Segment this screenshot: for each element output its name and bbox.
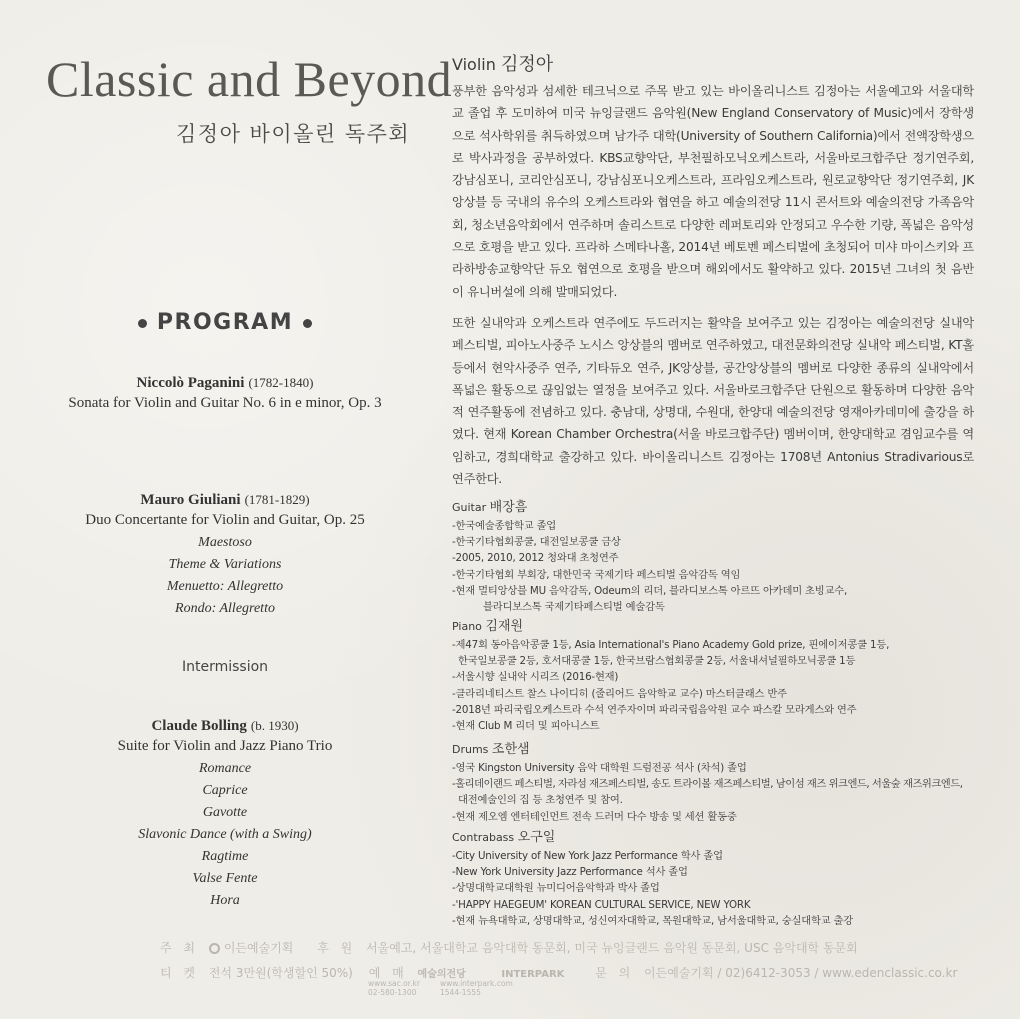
performer-guitar [452,496,997,615]
work-title: Sonata for Violin and Guitar No. 6 in e minor, Op. 3 [68,395,382,411]
work-title: Duo Concertante for Violin and Guitar, Op. 25 [85,512,365,528]
bio-line: -제47회 동아음악콩쿨 1등, Asia International's Piano Academy Gold prize, 핀에이저콩쿨 1등, [452,639,890,651]
performer-role: Guitar [452,501,487,514]
bio-line: -New York University Jazz Performance 석사 졸업 [452,866,688,879]
sac-logo: 예술의전당 [417,969,466,980]
eden-logo-icon [209,943,220,954]
movement: Slavonic Dance (with a Swing) [138,827,312,842]
bullet-icon [303,319,312,328]
concert-subtitle: 김정아 바이올린 독주회 [176,122,411,146]
bio-line: 블라디보스톡 국제기타페스티벌 예술감독 [483,601,665,614]
performer-role: Piano [452,620,482,633]
bio-line: -영국 Kingston University 음악 대학원 드럼전공 석사 (차석) 졸업 [452,762,747,774]
performer-piano [452,615,997,734]
bio-line: -현재 멀티앙상블 MU 음악감독, Odeum의 리더, 블라디보스톡 아르뜨 아카데미 초빙교수, [452,584,848,597]
composer-dates: (1781-1829) [244,492,310,507]
sponsor-list: 서울예고, 서울대학교 음악대학 동문회, 미국 뉴잉글랜드 음악원 동문회, USC 음악대학 동문회 [366,941,858,955]
composer-name: Mauro Giuliani [140,492,241,508]
violin-bio-paragraph-2: 또한 실내악과 오케스트라 연주에도 두드러지는 활약을 보여주고 있는 김정아는 예술의전당 실내악 페스티벌, 피아노사중주 노시스 앙상블의 멤버로 연주하였고, 대전문화의전당 실내악 페스티벌, KT홀 등에서 현악사중주 연주, 기타듀오 연주, JK앙상블, 공간앙상블의 멤버로 다양한 종류의 실내악에서 폭넓은 활동으로 끊임없는 열정을 보여주고 있다. 서울바로크합주단 단원으로 활동하며 다양한 음악적 연주활동에 전념하고 있다. 충남대, 상명대, 수원대, 한양대 예술의전당 영재아카데미에 출강을 하였다. 현재 Korean Chamber Orchestra(서울 바로크합주단) 멤버이며, 한양대학교 겸임교수를 역임하고, 경희대학교 출강하고 있다. 바이올리니스트 김정아는 1708년 Antonius Stradivarious로 연주한다. [452,316,974,487]
performer-drums [452,738,997,825]
movement: Rondo: Allegretto [175,601,275,616]
composer-dates: (1782-1840) [248,375,314,390]
inquiry-label: 문 의 [595,966,635,980]
sac-url[interactable]: www.sac.or.kr [368,979,420,988]
program-piece-paganini [40,374,410,412]
bio-line: -현재 Club M 리더 및 피아니스트 [452,720,600,733]
host-label: 주 최 [160,941,199,955]
movement: Gavotte [202,805,248,820]
bio-line: -현재 뉴욕대학교, 상명대학교, 성신여자대학교, 목원대학교, 남서울대학교, 숭실대학교 출강 [452,914,854,927]
movement: Ragtime [201,849,249,864]
concert-title: Classic and Beyond [46,51,453,107]
bio-line: -City University of New York Jazz Performance 학사 졸업 [452,850,723,862]
performer-name: 김재원 [485,619,524,634]
program-piece-bolling [40,717,410,909]
interpark-phone: 1544-1555 [440,988,481,997]
composer-name: Niccolò Paganini [136,375,245,391]
bio-line: -한국예술종합학교 졸업 [452,520,557,532]
performer-role: Contrabass [452,831,515,844]
sac-phone: 02-580-1300 [368,988,417,997]
bio-line: -클라리네티스트 찰스 나이디히 (줄리어드 음악학교 교수) 마스터클래스 반주 [452,687,787,700]
bio-line: -한국기타협회 부회장, 대한민국 국제기타 페스티벌 음악감독 역임 [452,568,741,581]
violin-heading [452,50,974,76]
movement: Maestoso [198,535,252,550]
intermission: Intermission [181,659,269,675]
program-heading-label: PROGRAM [156,310,294,335]
bio-line: 대전예술인의 집 등 초청연주 및 참여. [458,794,623,807]
performer-name: 배장흠 [489,500,528,515]
footer-host-row [160,939,920,956]
bio-line: -홀리데이랜드 페스티벌, 자라섬 재즈페스티벌, 송도 트라이볼 재즈페스티벌, 남이섬 재즈 위크엔드, 서울숲 재즈위크엔드, [452,778,963,791]
performer-name: 조한샘 [491,742,530,757]
ticket-price: 전석 3만원(학생할인 50%) [208,966,353,980]
movement: Menuetto: Allegretto [166,579,284,594]
sponsor-label: 후 원 [317,941,357,955]
violin-name: 김정아 [500,54,554,75]
inquiry-info: 이든예술기획 / 02)6412-3053 / www.edenclassic.co.kr [644,966,958,980]
bullet-icon [138,319,147,328]
program-heading [120,310,330,335]
composer-dates: (b. 1930) [250,718,299,733]
sac-contact [368,979,420,997]
performer-name: 오구일 [517,830,556,845]
bio-line: -2018년 파리국립오케스트라 수석 연주자이며 파리국립음악원 교수 파스칼 모라게스와 연주 [452,703,857,716]
ticket-label: 티 켓 [160,966,199,980]
violin-role: Violin [452,55,496,74]
program-piece-giuliani [40,491,410,617]
bio-line: -현재 제오엠 엔터테인먼트 전속 드러머 다수 방송 및 세션 활동중 [452,810,737,823]
movement: Theme & Variations [168,557,282,572]
host-name: 이든예술기획 [223,941,294,955]
bio-line: -상명대학교대학원 뉴미디어음악학과 박사 졸업 [452,882,660,895]
movement: Valse Fente [192,871,258,886]
bio-line: -'HAPPY HAEGEUM' KOREAN CULTURAL SERVICE, NEW YORK [452,898,751,911]
interpark-logo: INTERPARK [501,969,565,980]
bio-line: -서울시향 실내악 시리즈 (2016-현재) [452,671,619,684]
composer-name: Claude Bolling [151,718,247,734]
bio-line: -2005, 2010, 2012 청와대 초청연주 [452,552,619,565]
interpark-contact [440,979,513,997]
reserve-label: 예 매 [368,966,408,980]
violin-bio-paragraph-1: 풍부한 음악성과 섬세한 테크닉으로 주목 받고 있는 바이올리니스트 김정아는 서울예고와 서울대학교 졸업 후 도미하여 미국 뉴잉글랜드 음악원(New England Conservatory of Music)에서 장학생으로 석사학위를 취득하였으며 남가주 대학(University of Southern California)에서 전액장학생으로 박사과정을 공부하였다. KBS교향악단, 부천필하모닉오케스트라, 서울바로크합주단 정기연주회, 강남심포니, 코리안심포니, 강남심포니오케스트라, 프라임오케스트라, 원로교향악단 정기연주회, JK앙상블 등 국내의 유수의 오케스트라와 협연을 하고 예술의전당 11시 콘서트와 예술의전당 가족음악회, 청소년음악회에서 연주하며 솔리스트로 다양한 레퍼토리와 안정되고 우수한 기량, 폭넓은 음악성으로 호평을 받고 있다. 프라하 스메타나홀, 2014년 베토벤 페스티벌에 초청되어 미샤 마이스키와 프라하방송교향악단 듀오 협연으로 호평을 받으며 해외에서도 활약하고 있다. 2015년 그녀의 첫 음반이 유니버설에 의해 발매되었다. [452,84,974,299]
movement: Caprice [202,783,248,798]
movement: Romance [198,761,252,776]
movement: Hora [210,893,240,908]
bio-line: -한국기타협회콩쿨, 대전일보콩쿨 금상 [452,536,621,549]
performer-role: Drums [452,743,489,756]
performer-contrabass [452,826,997,929]
bio-line: 한국일보콩쿨 2등, 호서대콩쿨 1등, 한국브람스협회콩쿨 2등, 서울내셔널필하모닉콩쿨 1등 [458,655,856,668]
work-title: Suite for Violin and Jazz Piano Trio [117,738,333,754]
footer-ticket-row [160,964,958,981]
interpark-url[interactable]: www.interpark.com [440,979,513,988]
